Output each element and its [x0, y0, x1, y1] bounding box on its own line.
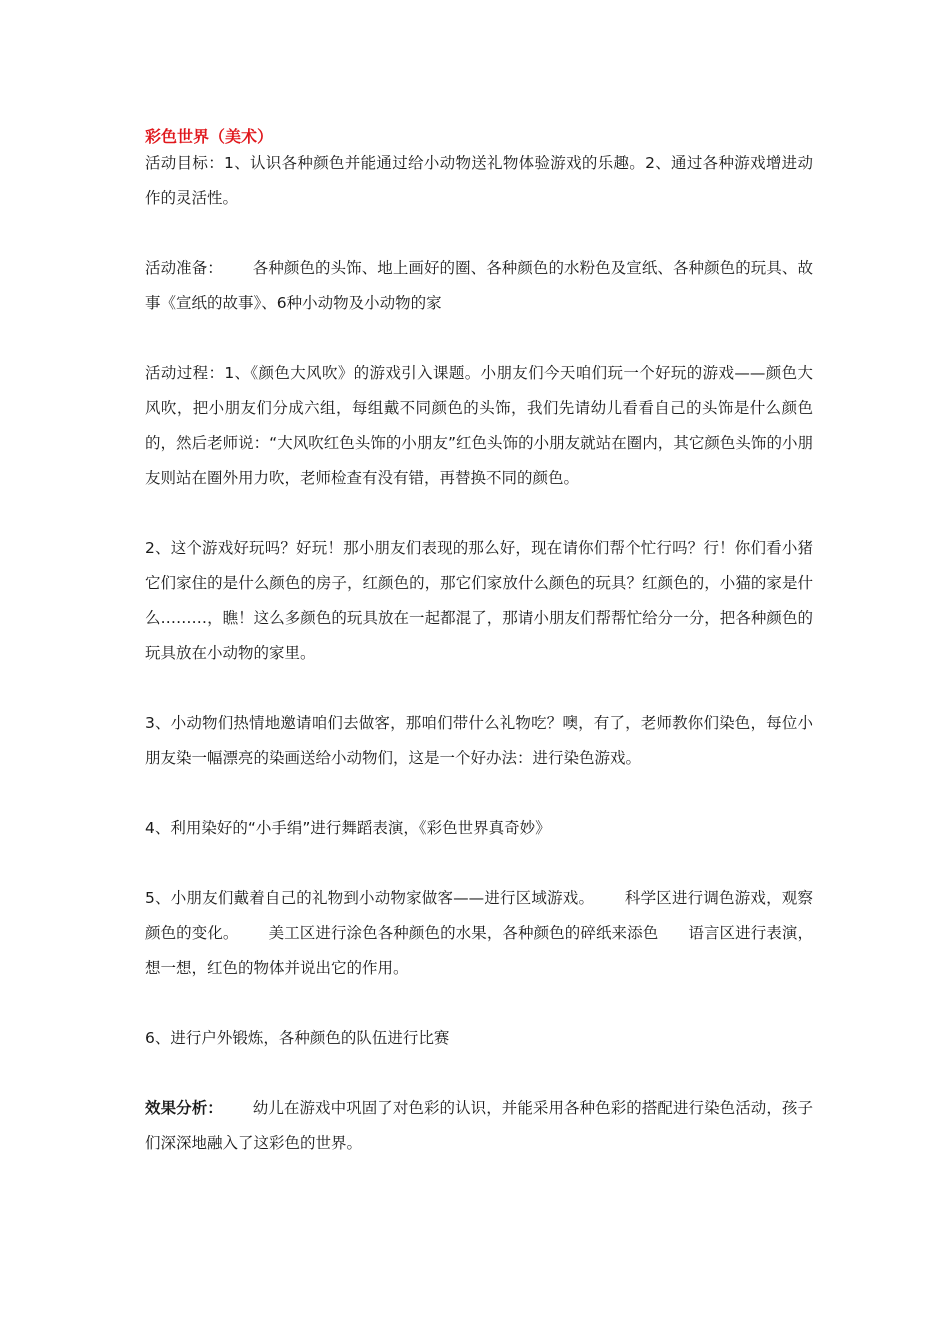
effect-analysis	[145, 1091, 813, 1161]
spacer	[145, 1056, 813, 1091]
spacer	[145, 496, 813, 531]
activity-process-step-2: 2、这个游戏好玩吗？好玩！那小朋友们表现的那么好，现在请你们帮个忙行吗？行！你们看小猪它们家住的是什么颜色的房子，红颜色的，那它们家放什么颜色的玩具？红颜色的，小猫的家是什么………，瞧！这么多颜色的玩具放在一起都混了，那请小朋友们帮帮忙给分一分，把各种颜色的玩具放在小动物的家里。	[145, 539, 813, 662]
effect-analysis-text: 幼儿在游戏中巩固了对色彩的认识，并能采用各种色彩的搭配进行染色活动，孩子们深深地融入了这彩色的世界。	[145, 1099, 813, 1152]
document-body	[145, 124, 813, 1161]
activity-process-step-4: 4、利用染好的“小手绢”进行舞蹈表演，《彩色世界真奇妙》	[145, 819, 551, 837]
activity-process-label: 活动过程：	[145, 364, 225, 382]
activity-goal-text: 1、认识各种颜色并能通过给小动物送礼物体验游戏的乐趣。2、通过各种游戏增进动作的灵活性。	[145, 154, 813, 207]
activity-prep-text: 各种颜色的头饰、地上画好的圈、各种颜色的水粉色及宣纸、各种颜色的玩具、故事《宣纸的故事》、6种小动物及小动物的家	[145, 259, 813, 312]
spacer	[145, 321, 813, 356]
effect-analysis-label: 效果分析：	[145, 1099, 223, 1117]
spacer	[145, 776, 813, 811]
document-title: 彩色世界（美术）	[145, 127, 274, 146]
spacer	[145, 216, 813, 251]
step-1-text: 1、《颜色大风吹》的游戏引入课题。小朋友们今天咱们玩一个好玩的游戏——颜色大风吹，把小朋友们分成六组，每组戴不同颜色的头饰，我们先请幼儿看看自己的头饰是什么颜色的，然后老师说：“大风吹红色头饰的小朋友”红色头饰的小朋友就站在圈内，其它颜色头饰的小朋友则站在圈外用力吹，老师检查有没有错，再替换不同的颜色。	[145, 364, 813, 487]
activity-prep	[145, 251, 813, 321]
spacer	[145, 986, 813, 1021]
activity-goal	[145, 146, 813, 216]
activity-process-step-5: 5、小朋友们戴着自己的礼物到小动物家做客——进行区域游戏。 科学区进行调色游戏，观察颜色的变化。 美工区进行涂色各种颜色的水果，各种颜色的碎纸来添色 语言区进行表演，想一想，红色的物体并说出它的作用。	[145, 889, 813, 977]
activity-process-step-3: 3、小动物们热情地邀请咱们去做客，那咱们带什么礼物吃？噢，有了，老师教你们染色，每位小朋友染一幅漂亮的染画送给小动物们，这是一个好办法：进行染色游戏。	[145, 714, 813, 767]
spacer	[145, 846, 813, 881]
activity-prep-label: 活动准备：	[145, 259, 223, 277]
activity-process-step-1	[145, 356, 813, 496]
activity-goal-label: 活动目标：	[145, 154, 225, 172]
activity-process-step-6: 6、进行户外锻炼，各种颜色的队伍进行比赛	[145, 1029, 450, 1047]
spacer	[145, 671, 813, 706]
